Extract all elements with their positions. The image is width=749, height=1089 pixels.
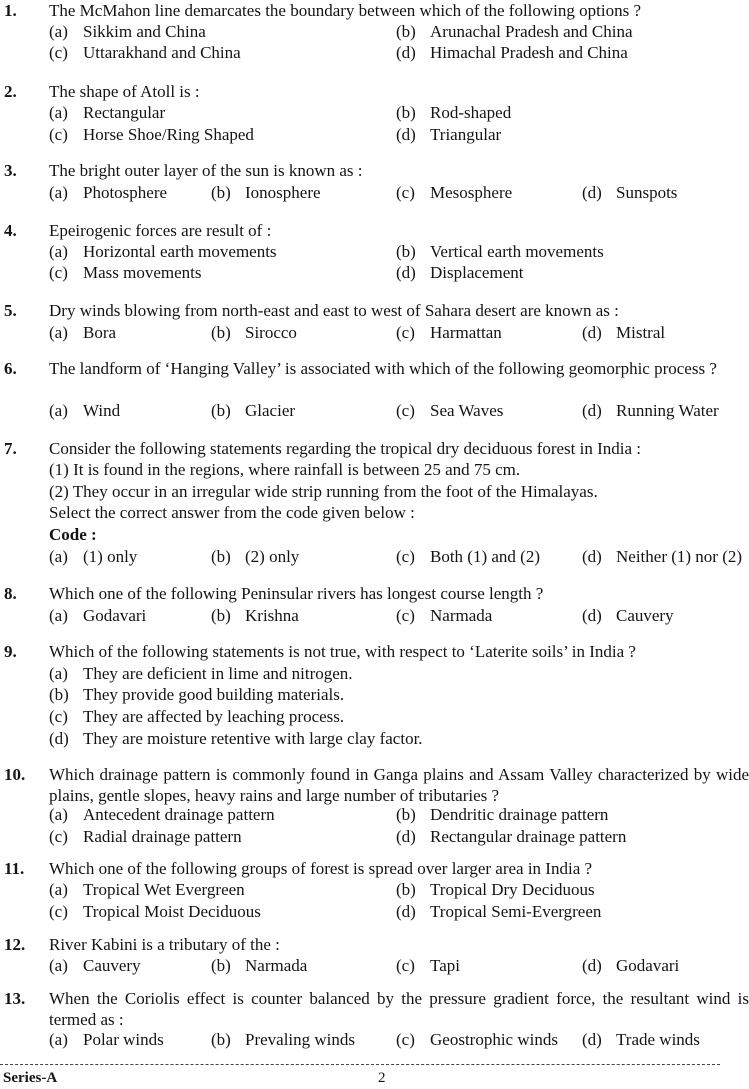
- option-c: (c) Tapi: [396, 956, 460, 975]
- option-b: (b) Ionosphere: [211, 183, 321, 202]
- question-text: Consider the following statements regarding the tropical dry deciduous forest in India :: [49, 439, 642, 458]
- option-b: (b) Dendritic drainage pattern: [396, 805, 609, 824]
- option-d: (d) They are moisture retentive with large clay factor.: [49, 729, 423, 748]
- option-b: (b) Glacier: [211, 401, 296, 420]
- series-label: Series-A: [3, 1070, 58, 1086]
- option-c: (c) Mass movements: [49, 263, 202, 282]
- footer-divider: [0, 1064, 720, 1065]
- question-number: 7.: [4, 439, 17, 458]
- option-d: (d) Himachal Pradesh and China: [396, 43, 628, 62]
- statement-1: (1) It is found in the regions, where rainfall is between 25 and 75 cm.: [49, 460, 521, 479]
- option-c: (c) Tropical Moist Deciduous: [49, 902, 261, 921]
- option-a: (a) Wind: [49, 401, 121, 420]
- option-d: (d) Godavari: [582, 956, 680, 975]
- option-c: (c) Uttarakhand and China: [49, 43, 241, 62]
- question-number: 8.: [4, 584, 17, 603]
- option-d: (d) Triangular: [396, 125, 502, 144]
- question-text: Epeirogenic forces are result of :: [49, 221, 272, 240]
- option-a: (a) Godavari: [49, 606, 147, 625]
- question-number: 2.: [4, 82, 17, 101]
- option-b: (b) Rod-shaped: [396, 103, 512, 122]
- option-b: (b) Vertical earth movements: [396, 242, 604, 261]
- page-number: 2: [378, 1070, 386, 1086]
- option-d: (d) Rectangular drainage pattern: [396, 827, 627, 846]
- option-c: (c) Geostrophic winds: [396, 1030, 558, 1049]
- question-number: 9.: [4, 642, 17, 661]
- question-text: River Kabini is a tributary of the :: [49, 935, 280, 954]
- question-number: 11.: [4, 859, 25, 878]
- instruction: Select the correct answer from the code given below :: [49, 503, 415, 522]
- option-c: (c) Both (1) and (2): [396, 547, 541, 566]
- option-b: (b) Prevaling winds: [211, 1030, 356, 1049]
- option-d: (d) Displacement: [396, 263, 524, 282]
- question-number: 10.: [4, 765, 26, 784]
- option-b: (b) Arunachal Pradesh and China: [396, 22, 633, 41]
- option-c: (c) Sea Waves: [396, 401, 504, 420]
- question-text: Which drainage pattern is commonly found in Ganga plains and Assam Valley characterized by wide plains, gentle slopes, heavy rains and large number of tributaries ?: [49, 765, 749, 805]
- question-number: 5.: [4, 301, 17, 320]
- option-a: (a) Polar winds: [49, 1030, 164, 1049]
- option-d: (d) Cauvery: [582, 606, 674, 625]
- question-number: 3.: [4, 161, 17, 180]
- option-d: (d) Neither (1) nor (2): [582, 547, 743, 566]
- option-b: (b) Tropical Dry Deciduous: [396, 880, 595, 899]
- option-d: (d) Tropical Semi-Evergreen: [396, 902, 602, 921]
- option-c: (c) Mesosphere: [396, 183, 513, 202]
- option-c: (c) They are affected by leaching process.: [49, 707, 345, 726]
- question-text: Dry winds blowing from north-east and east to west of Sahara desert are known as :: [49, 301, 619, 320]
- option-a: (a) Sikkim and China: [49, 22, 206, 41]
- option-d: (d) Sunspots: [582, 183, 678, 202]
- question-number: 4.: [4, 221, 17, 240]
- option-a: (a) Tropical Wet Evergreen: [49, 880, 245, 899]
- option-b: (b) (2) only: [211, 547, 300, 566]
- option-c: (c) Narmada: [396, 606, 493, 625]
- question-text: Which one of the following Peninsular rivers has longest course length ?: [49, 584, 544, 603]
- question-text: The landform of ‘Hanging Valley’ is associated with which of the following geomorphic process ?: [49, 359, 717, 378]
- question-number: 12.: [4, 935, 26, 954]
- question-number: 13.: [4, 989, 26, 1008]
- question-text: Which of the following statements is not true, with respect to ‘Laterite soils’ in India ?: [49, 642, 636, 661]
- question-text: Which one of the following groups of forest is spread over larger area in India ?: [49, 859, 593, 878]
- option-b: (b) They provide good building materials.: [49, 685, 345, 704]
- option-b: (b) Krishna: [211, 606, 299, 625]
- option-c: (c) Harmattan: [396, 323, 502, 342]
- option-b: (b) Narmada: [211, 956, 308, 975]
- option-a: (a) Bora: [49, 323, 117, 342]
- question-number: 1.: [4, 1, 17, 20]
- option-d: (d) Mistral: [582, 323, 666, 342]
- option-c: (c) Horse Shoe/Ring Shaped: [49, 125, 254, 144]
- statement-2: (2) They occur in an irregular wide strip running from the foot of the Himalayas.: [49, 482, 598, 501]
- option-b: (b) Sirocco: [211, 323, 297, 342]
- option-d: (d) Trade winds: [582, 1030, 700, 1049]
- question-text: The bright outer layer of the sun is known as :: [49, 161, 363, 180]
- option-a: (a) Horizontal earth movements: [49, 242, 277, 261]
- code-label: Code :: [49, 525, 97, 544]
- option-c: (c) Radial drainage pattern: [49, 827, 242, 846]
- question-number: 6.: [4, 359, 17, 378]
- option-a: (a) They are deficient in lime and nitrogen.: [49, 664, 353, 683]
- option-a: (a) Cauvery: [49, 956, 141, 975]
- question-text: The shape of Atoll is :: [49, 82, 200, 101]
- question-text: The McMahon line demarcates the boundary between which of the following options ?: [49, 1, 641, 20]
- option-a: (a) Photosphere: [49, 183, 168, 202]
- question-text: When the Coriolis effect is counter balanced by the pressure gradient force, the resultant wind is termed as :: [49, 989, 749, 1029]
- option-a: (a) Rectangular: [49, 103, 166, 122]
- option-d: (d) Running Water: [582, 401, 719, 420]
- option-a: (a) Antecedent drainage pattern: [49, 805, 275, 824]
- option-a: (a) (1) only: [49, 547, 138, 566]
